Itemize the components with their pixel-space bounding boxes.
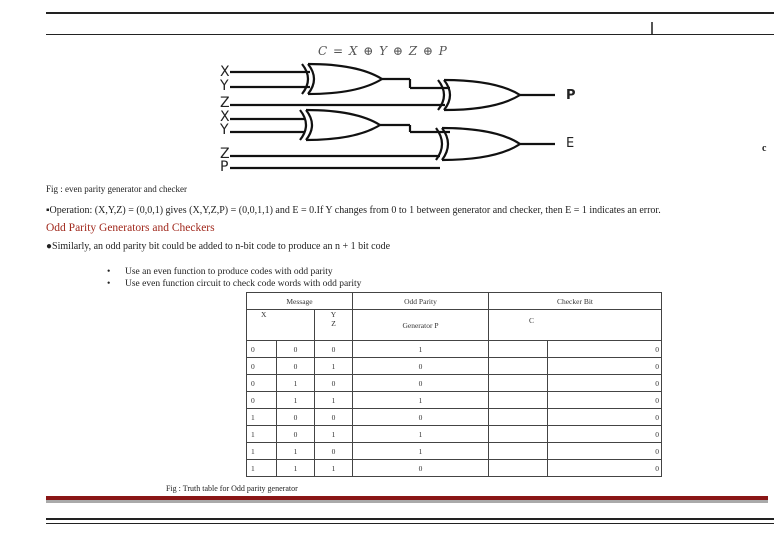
cell-c: 0 (548, 375, 662, 392)
cell-blank (489, 375, 548, 392)
bullet-icon: • (107, 279, 111, 289)
table-caption: Fig : Truth table for Odd parity generator (166, 484, 298, 493)
cell-x: 1 (247, 443, 277, 460)
cell-p: 0 (353, 460, 489, 477)
table-row (247, 426, 662, 443)
header-odd-parity: Odd Parity (353, 293, 489, 310)
cell-z: 0 (315, 443, 353, 460)
input-label-y2: Y (220, 122, 229, 138)
cell-x: 0 (247, 375, 277, 392)
cell-x: 1 (247, 460, 277, 477)
input-label-p: P (220, 159, 229, 175)
input-label-y1: Y (220, 78, 229, 94)
table-row (247, 409, 662, 426)
subheader-c: C (489, 310, 662, 341)
list-item-text: Use even function circuit to check code words with odd parity (125, 279, 362, 289)
cell-y: 0 (277, 409, 315, 426)
cell-y: 1 (277, 460, 315, 477)
subheader-x: X (247, 310, 315, 341)
header-rule-top (46, 12, 774, 14)
cell-z: 1 (315, 426, 353, 443)
table-row (247, 358, 662, 375)
cell-z: 0 (315, 375, 353, 392)
footer-grey-bar (46, 500, 768, 503)
input-label-z2: Z (220, 146, 230, 162)
header-message: Message (247, 293, 353, 310)
cell-c: 0 (548, 443, 662, 460)
cell-p: 1 (353, 443, 489, 460)
cell-blank (489, 341, 548, 358)
subheader-yz: Y Z (315, 310, 353, 341)
cell-c: 0 (548, 392, 662, 409)
bullet-icon: ● (46, 241, 53, 252)
cell-x: 0 (247, 341, 277, 358)
operation-paragraph (46, 205, 661, 216)
truth-table-body (247, 341, 662, 477)
cell-blank (489, 443, 548, 460)
table-row (247, 375, 662, 392)
cell-blank (489, 460, 548, 477)
footer-rule-bottom (46, 523, 774, 524)
output-label-p: P (566, 88, 576, 103)
cell-p: 1 (353, 426, 489, 443)
cell-z: 0 (315, 341, 353, 358)
table-header-row (247, 293, 662, 310)
table-row (247, 443, 662, 460)
operation-text: Operation: (X,Y,Z) = (0,0,1) gives (X,Y,Z,P) = (0,0,1,1) and E = 0.If Y changes from 0 to 1 between generator and checker, then E = 1 indicates an error. (49, 205, 661, 216)
cell-x: 0 (247, 392, 277, 409)
cell-z: 0 (315, 409, 353, 426)
cell-y: 1 (277, 443, 315, 460)
cell-y: 1 (277, 375, 315, 392)
footer-rule-top (46, 518, 774, 520)
table-row (247, 341, 662, 358)
header-rule-bottom (46, 34, 774, 35)
table-row (247, 460, 662, 477)
side-label: c (762, 143, 767, 154)
bullet-icon: • (107, 267, 111, 277)
equation: C = X ⊕ Y ⊕ Z ⊕ P (318, 44, 448, 58)
cell-z: 1 (315, 358, 353, 375)
cell-p: 1 (353, 392, 489, 409)
cell-c: 0 (548, 426, 662, 443)
input-label-z1: Z (220, 95, 230, 111)
cell-p: 0 (353, 409, 489, 426)
cell-p: 0 (353, 375, 489, 392)
cell-y: 0 (277, 426, 315, 443)
cell-blank (489, 392, 548, 409)
cell-c: 0 (548, 409, 662, 426)
list-item-text: Use an even function to produce codes with odd parity (125, 267, 333, 277)
section-intro (46, 241, 390, 252)
cell-p: 1 (353, 341, 489, 358)
section-intro-text: Similarly, an odd parity bit could be added to n-bit code to produce an n + 1 bit code (52, 241, 391, 252)
section-heading: Odd Parity Generators and Checkers (46, 222, 215, 234)
input-label-x1: X (220, 64, 230, 80)
bullet-icon: ▪ (46, 205, 50, 216)
cell-blank (489, 358, 548, 375)
table-subheader-row (247, 310, 662, 341)
cell-y: 0 (277, 341, 315, 358)
cell-c: 0 (548, 341, 662, 358)
cell-y: 1 (277, 392, 315, 409)
header-tick (651, 22, 653, 34)
output-label-e: E (566, 136, 575, 151)
cell-c: 0 (548, 358, 662, 375)
cell-z: 1 (315, 392, 353, 409)
cell-y: 0 (277, 358, 315, 375)
cell-x: 0 (247, 358, 277, 375)
figure1-caption: Fig : even parity generator and checker (46, 184, 187, 194)
parity-circuit-diagram (210, 60, 600, 178)
truth-table (246, 292, 662, 477)
cell-x: 1 (247, 409, 277, 426)
cell-p: 0 (353, 358, 489, 375)
cell-c: 0 (548, 460, 662, 477)
cell-z: 1 (315, 460, 353, 477)
cell-blank (489, 426, 548, 443)
input-label-x2: X (220, 109, 230, 125)
cell-x: 1 (247, 426, 277, 443)
header-checker: Checker Bit (489, 293, 662, 310)
subheader-generator: Generator P (353, 310, 489, 341)
cell-blank (489, 409, 548, 426)
table-row (247, 392, 662, 409)
